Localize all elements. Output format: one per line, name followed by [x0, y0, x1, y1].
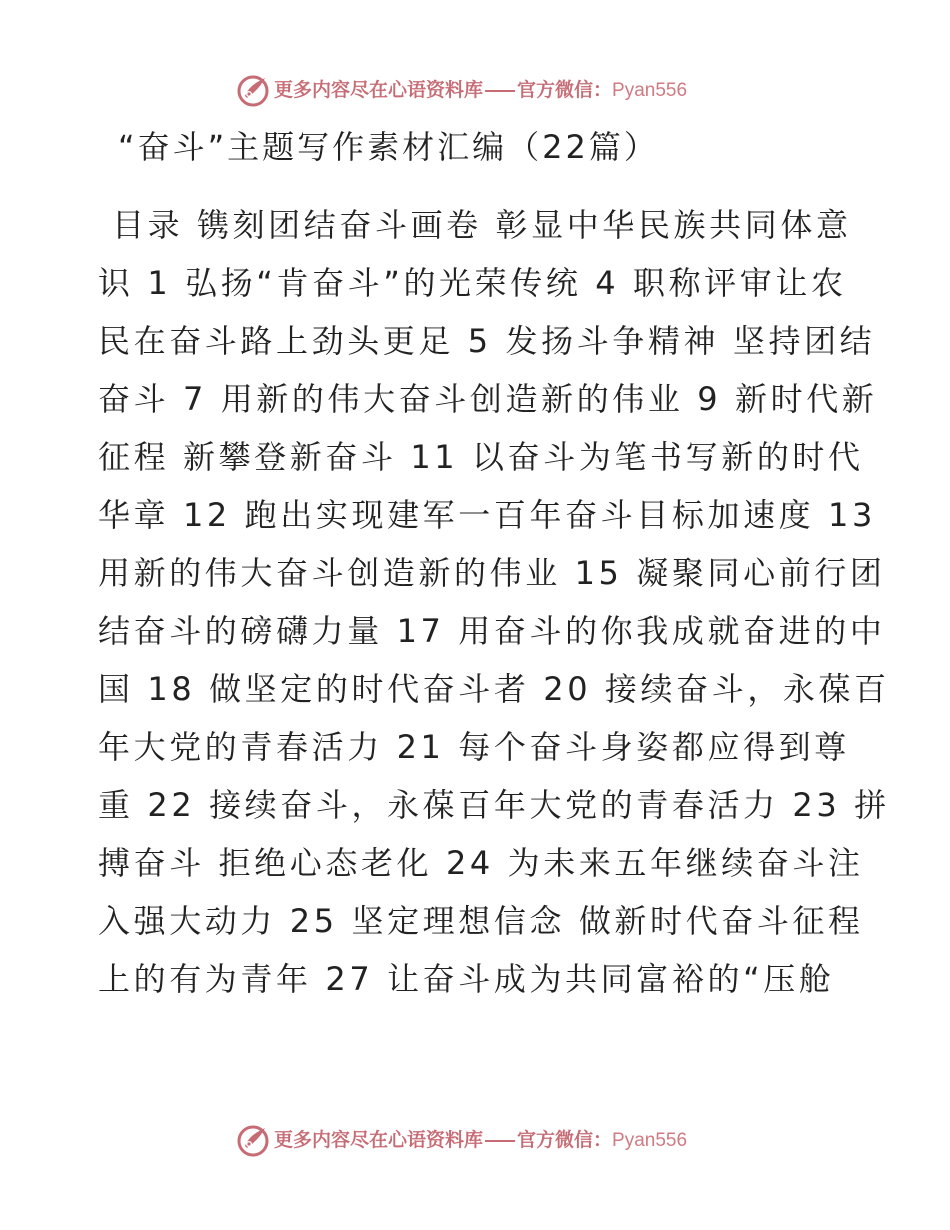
text-line: 结奋斗的磅礴力量 17 用奋斗的你我成就奋进的中 [98, 612, 886, 650]
banner-separator [485, 90, 515, 92]
banner-separator [485, 1140, 515, 1142]
header-watermark-banner [0, 70, 950, 110]
footer-watermark-banner [0, 1120, 950, 1160]
footer-banner-text [274, 1127, 687, 1153]
site-name: 更多内容尽在心语资料库 [274, 1129, 484, 1151]
contact-id: Pyan556 [612, 80, 688, 101]
text-line: 目录 镌刻团结奋斗画卷 彰显中华民族共同体意 [112, 206, 852, 244]
text-line: 用新的伟大奋斗创造新的伟业 15 凝聚同心前行团 [98, 554, 886, 592]
text-line: 搏奋斗 拒绝心态老化 24 为未来五年继续奋斗注 [98, 844, 864, 882]
official-label: 官方微信： [517, 1129, 613, 1151]
site-name: 更多内容尽在心语资料库 [274, 79, 484, 101]
brush-logo-icon [235, 1122, 271, 1158]
text-line: 年大党的青春活力 21 每个奋斗身姿都应得到尊 [98, 728, 850, 766]
text-line: 上的有为青年 27 让奋斗成为共同富裕的“压舱 [98, 960, 835, 998]
text-line: 识 1 弘扬“肯奋斗”的光荣传统 4 职称评审让农 [98, 264, 847, 302]
contact-id: Pyan556 [612, 1130, 688, 1151]
brush-logo-icon [235, 72, 271, 108]
text-line: 奋斗 7 用新的伟大奋斗创造新的伟业 9 新时代新 [98, 380, 878, 418]
text-line: 华章 12 跑出实现建军一百年奋斗目标加速度 13 [98, 496, 876, 534]
document-title: “奋斗”主题写作素材汇编（22篇） [118, 128, 659, 166]
text-line: 民在奋斗路上劲头更足 5 发扬斗争精神 坚持团结 [98, 322, 876, 360]
text-line: 国 18 做坚定的时代奋斗者 20 接续奋斗，永葆百 [98, 670, 890, 708]
header-banner-text [274, 77, 687, 103]
official-label: 官方微信： [517, 79, 613, 101]
table-of-contents-text [98, 196, 890, 1008]
text-line: 征程 新攀登新奋斗 11 以奋斗为笔书写新的时代 [98, 438, 864, 476]
text-line: 重 22 接续奋斗，永葆百年大党的青春活力 23 拼 [98, 786, 890, 824]
text-line: 入强大动力 25 坚定理想信念 做新时代奋斗征程 [98, 902, 864, 940]
